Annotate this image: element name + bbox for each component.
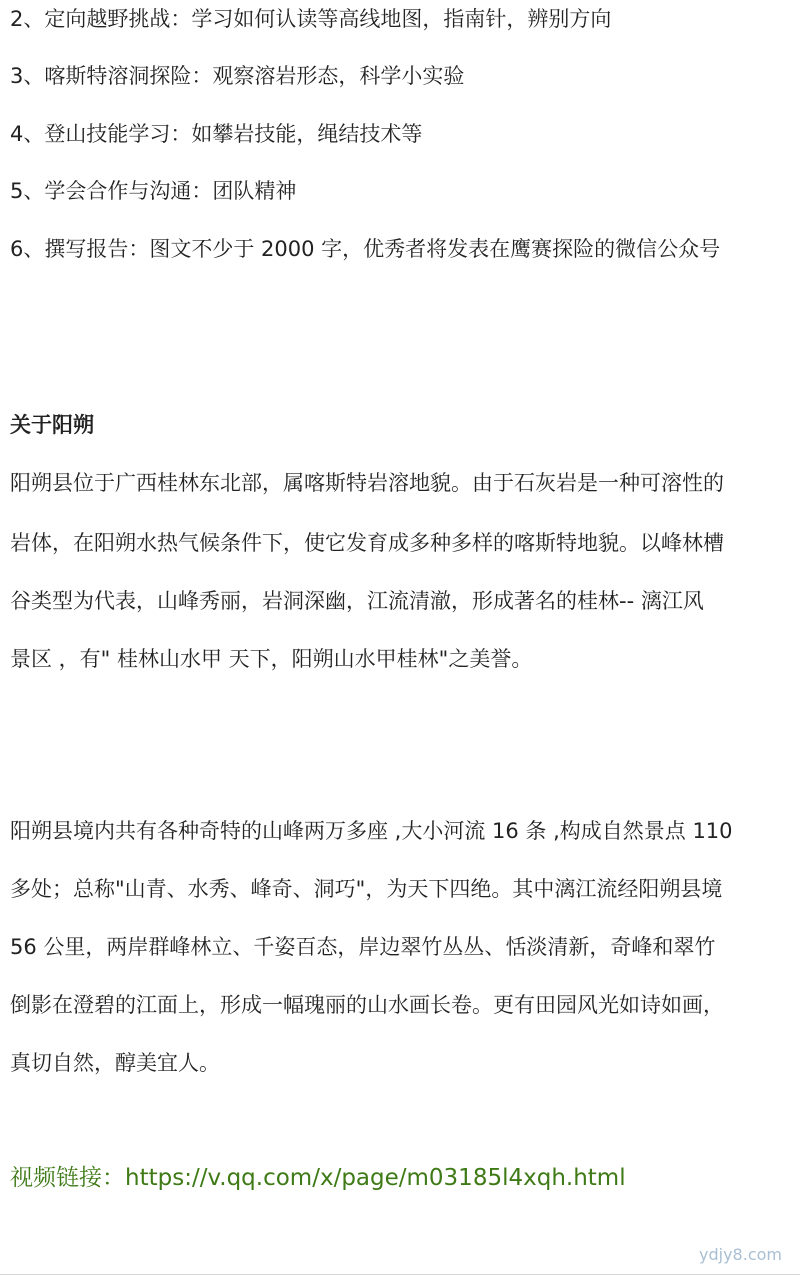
paragraph1-line-4: 景区 ，有" 桂林山水甲 天下，阳朔山水甲桂林"之美誉。	[10, 647, 533, 671]
paragraph2-line-1: 阳朔县境内共有各种奇特的山峰两万多座 ,大小河流 16 条 ,构成自然景点 110	[10, 819, 733, 843]
paragraph1-line-3: 谷类型为代表，山峰秀丽，岩洞深幽，江流清澈，形成著名的桂林-- 漓江风	[10, 589, 704, 613]
list-item-3: 3、喀斯特溶洞探险：观察溶岩形态，科学小实验	[10, 64, 465, 88]
paragraph2-line-5: 真切自然，醇美宜人。	[10, 1051, 220, 1075]
paragraph1-line-1: 阳朔县位于广西桂林东北部，属喀斯特岩溶地貌。由于石灰岩是一种可溶性的	[10, 471, 724, 495]
bottom-divider	[0, 1274, 800, 1275]
list-item-6: 6、撰写报告：图文不少于 2000 字，优秀者将发表在鹰赛探险的微信公众号	[10, 237, 721, 261]
list-item-5: 5、学会合作与沟通：团队精神	[10, 179, 297, 203]
watermark: ydjy8.com	[699, 1245, 782, 1264]
video-link-line	[10, 1163, 790, 1193]
video-link[interactable]: https://v.qq.com/x/page/m03185l4xqh.html	[125, 1165, 626, 1191]
list-item-2: 2、定向越野挑战：学习如何认读等高线地图，指南针，辨别方向	[10, 7, 612, 31]
paragraph2-line-2: 多处；总称"山青、水秀、峰奇、洞巧"，为天下四绝。其中漓江流经阳朔县境	[10, 877, 723, 901]
section-heading: 关于阳朔	[10, 413, 94, 437]
paragraph2-line-3: 56 公里，两岸群峰林立、千姿百态，岸边翠竹丛丛、恬淡清新，奇峰和翠竹	[10, 935, 716, 959]
paragraph2-line-4: 倒影在澄碧的江面上，形成一幅瑰丽的山水画长卷。更有田园风光如诗如画，	[10, 993, 724, 1017]
list-item-4: 4、登山技能学习：如攀岩技能，绳结技术等	[10, 122, 423, 146]
video-link-label: 视频链接：	[10, 1165, 125, 1191]
paragraph1-line-2: 岩体，在阳朔水热气候条件下，使它发育成多种多样的喀斯特地貌。以峰林槽	[10, 531, 724, 555]
